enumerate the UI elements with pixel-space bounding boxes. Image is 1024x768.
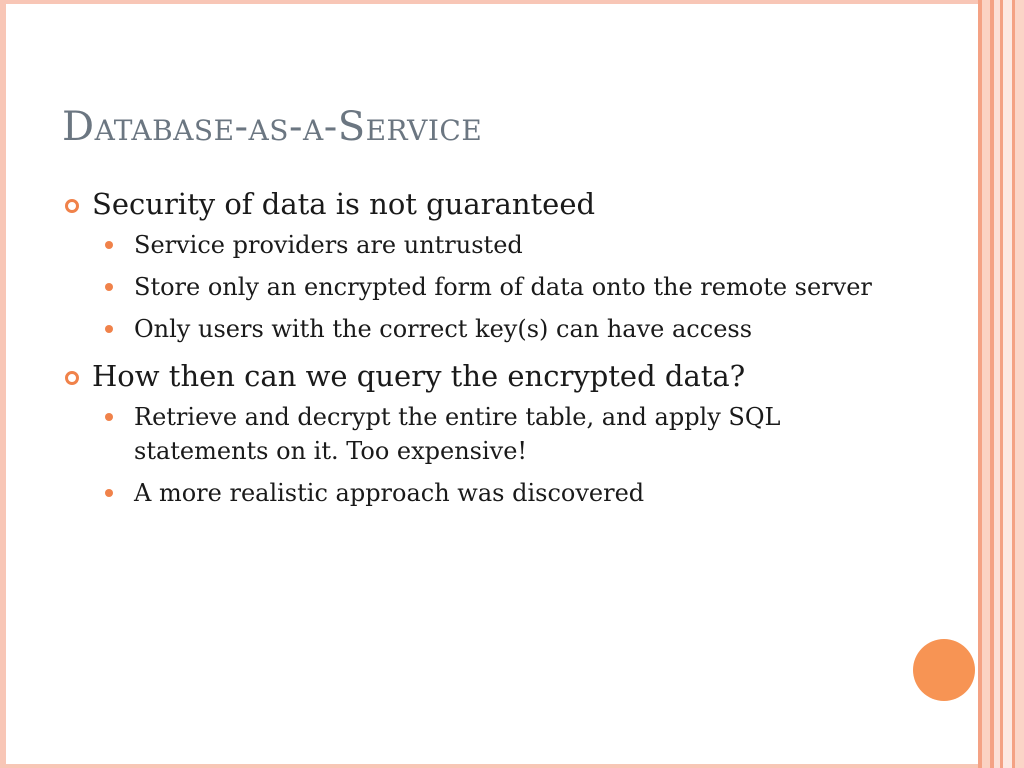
sub-bullet-point (62, 270, 922, 304)
sub-bullet-text: Store only an encrypted form of data onto the remote server (134, 273, 872, 301)
sub-bullet-point (62, 476, 922, 510)
slide-border-top (0, 0, 1024, 4)
stripe (982, 0, 990, 768)
dot-bullet-icon (105, 489, 113, 497)
hollow-circle-bullet-icon (65, 199, 79, 213)
sub-bullet-point (62, 312, 922, 346)
dot-bullet-icon (105, 413, 113, 421)
sub-bullet-point (62, 400, 922, 468)
sub-bullet-text: Only users with the correct key(s) can have access (134, 315, 753, 343)
slide-border-bottom (0, 764, 1024, 768)
sub-bullet-text: Service providers are untrusted (134, 231, 523, 259)
dot-bullet-icon (105, 241, 113, 249)
dot-bullet-icon (105, 325, 113, 333)
slide-title: Database-as-a-Service (62, 104, 483, 150)
sub-bullet-point (62, 228, 922, 262)
sub-bullet-text: A more realistic approach was discovered (134, 479, 645, 507)
slide-border-left (0, 0, 6, 768)
bullet-text: Security of data is not guaranteed (92, 187, 596, 221)
bullet-point (62, 358, 922, 394)
bullet-text: How then can we query the encrypted data? (92, 359, 746, 393)
bullet-point (62, 186, 922, 222)
stripe (1003, 0, 1012, 768)
decorative-orange-circle (913, 639, 975, 701)
dot-bullet-icon (105, 283, 113, 291)
stripe (1015, 0, 1024, 768)
hollow-circle-bullet-icon (65, 371, 79, 385)
slide-content (62, 186, 922, 518)
sub-bullet-text: Retrieve and decrypt the entire table, and apply SQL statements on it. Too expensive! (134, 403, 781, 465)
